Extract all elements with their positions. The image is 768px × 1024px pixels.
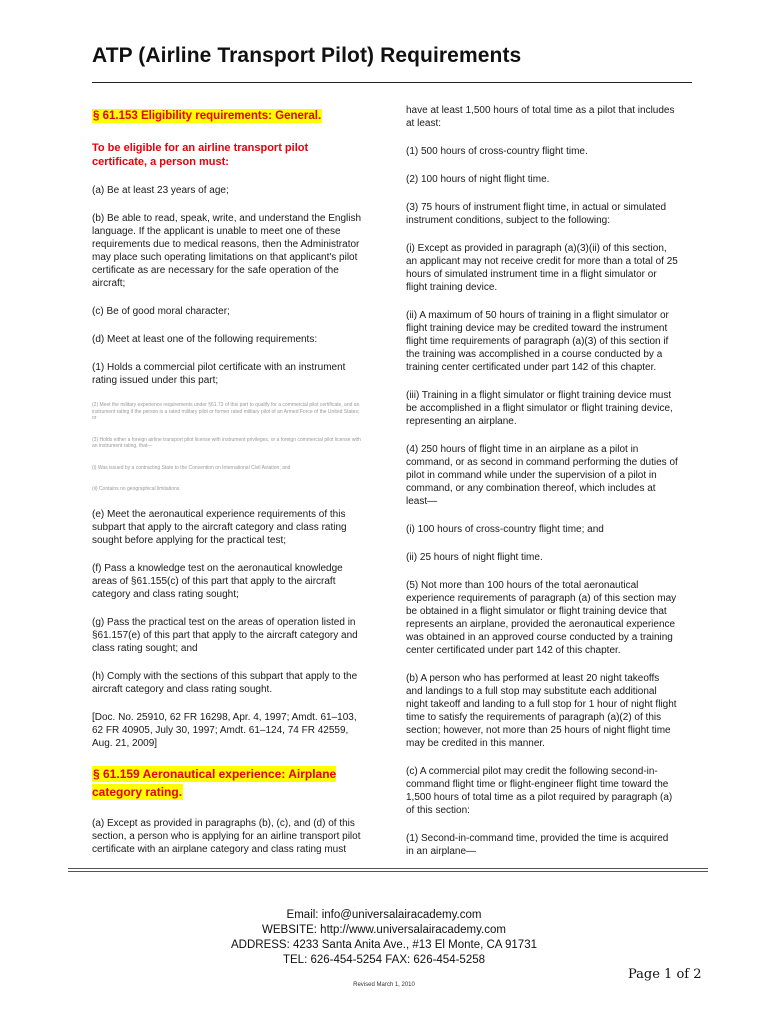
requirement-e: (e) Meet the aeronautical experience requirements of this subpart that apply to the aircraft category and class rating sought before applying for the practical test; [92, 508, 347, 546]
requirement-g: (g) Pass the practical test on the areas of operation listed in §61.157(e) of this part that apply to the aircraft category and class rating sought; and [92, 616, 358, 654]
requirement-c: (c) Be of good moral character; [92, 306, 230, 317]
requirement-d-3-i: (i) Was issued by a contracting State to the Convention on International Civil Aviation; and [92, 464, 291, 471]
footer-website[interactable]: WEBSITE: http://www.universalairacademy.com [262, 924, 506, 936]
requirement-a: (a) Be at least 23 years of age; [92, 185, 229, 196]
requirement-a-5: (5) Not more than 100 hours of the total aeronautical experience requirements of paragraph (a) of this section may be obtained in a flight simulator or flight training device that represents an airplane, provided the aeronautical experience was obtained in an approved course conducted by a training center certificated under part 142 of this chapter. [406, 580, 677, 656]
footer-divider-top [68, 868, 708, 869]
requirement-a-1: (1) 500 hours of cross-country flight time. [406, 146, 588, 157]
requirement-a-2: (2) 100 hours of night flight time. [406, 174, 550, 185]
revised-date: Revised March 1, 2010 [353, 982, 415, 988]
footer-email[interactable]: Email: info@universalairacademy.com [286, 909, 482, 921]
requirement-f: (f) Pass a knowledge test on the aeronautical knowledge areas of §61.155(c) of this part that apply to the aircraft category and class rating sought; [92, 562, 343, 600]
requirement-h: (h) Comply with the sections of this subpart that apply to the aircraft category and class rating sought. [92, 670, 358, 695]
requirement-b-night: (b) A person who has performed at least 20 night takeoffs and landings to a full stop may substitute each additional night takeoff and landing to a full stop for 1 hour of night flight time to satisfy the requirements of paragraph (a)(2) of this section; however, not more than 25 hours of night flight time may be credited in this manner. [406, 673, 677, 749]
eligibility-intro: To be eligible for an airline transport pilot certificate, a person must: [92, 142, 309, 168]
footer-contact [0, 908, 768, 968]
doc-citation: [Doc. No. 25910, 62 FR 16298, Apr. 4, 1997; Amdt. 61–103, 62 FR 40905, July 30, 1997; Amdt. 61–124, 74 FR 42559, Aug. 21, 2009] [92, 711, 357, 749]
requirement-a-4-i: (i) 100 hours of cross-country flight time; and [406, 524, 604, 535]
footer-phone: TEL: 626-454-5254 FAX: 626-454-5258 [282, 954, 486, 966]
requirement-a-4: (4) 250 hours of flight time in an airplane as a pilot in command, or as second in command performing the duties of pilot in command while under the supervision of a pilot in command, or any combination thereof, which includes at least— [406, 444, 678, 507]
requirement-d: (d) Meet at least one of the following requirements: [92, 334, 318, 345]
requirement-d-3: (3) Holds either a foreign airline transport pilot license with instrument privileges, or a foreign commercial pilot license with an instrument rating, that— [92, 436, 361, 449]
total-time-requirement: have at least 1,500 hours of total time as a pilot that includes at least: [406, 105, 675, 129]
section-heading-61-159: § 61.159 Aeronautical experience: Airplane category rating. [92, 766, 337, 799]
requirement-d-3-ii: (ii) Contains no geographical limitations. [92, 486, 181, 492]
requirement-a-3-ii: (ii) A maximum of 50 hours of training in a flight simulator or flight training device may be credited toward the instrument flight time requirements of paragraph (a)(3) of this section if the training was accomplished in a course conducted by a training center certificated under part 142 of this chapter. [406, 310, 669, 373]
requirement-c-1: (1) Second-in-command time, provided the time is acquired in an airplane— [406, 833, 669, 857]
requirement-c-commercial: (c) A commercial pilot may credit the following second-in-command flight time or flight-engineer flight time toward the 1,500 hours of total time as a pilot required by paragraph (a) of this section: [406, 766, 673, 816]
page-number: Page 1 of 2 [628, 967, 702, 982]
left-column [92, 100, 362, 871]
footer-address: ADDRESS: 4233 Santa Anita Ave., #13 El Monte, CA 91731 [230, 939, 537, 951]
requirement-d-2: (2) Meet the military experience requirements under §61.73 of this part to qualify for a commercial pilot certificate, and an instrument rating if the person is a rated military pilot or former rated military pilot of an Armed Force of the United States; or [92, 402, 360, 421]
requirement-a-3-iii: (iii) Training in a flight simulator or flight training device must be accomplished in a flight simulator or flight training device, representing an airplane. [406, 390, 673, 427]
section-heading-61-153: § 61.153 Eligibility requirements: General. [93, 110, 322, 122]
section-61-153 [92, 108, 362, 125]
right-column [406, 104, 678, 873]
requirement-d-1: (1) Holds a commercial pilot certificate with an instrument rating issued under this part; [92, 362, 346, 386]
page-title: ATP (Airline Transport Pilot) Requirements [92, 44, 522, 67]
footer-divider-bottom [68, 871, 708, 872]
title-divider [92, 82, 692, 83]
requirement-a-3: (3) 75 hours of instrument flight time, in actual or simulated instrument conditions, subject to the following: [406, 202, 667, 226]
requirement-a-3-i: (i) Except as provided in paragraph (a)(3)(ii) of this section, an applicant may not receive credit for more than a total of 25 hours of simulated instrument time in a flight simulator or flight training device. [406, 243, 678, 293]
requirement-b: (b) Be able to read, speak, write, and understand the English language. If the applicant is unable to meet one of these requirements due to medical reasons, then the Administrator may place such operating limitations on that applicant's pilot certificate as are necessary for the safe operation of the aircraft; [92, 213, 362, 289]
section-61-159 [92, 765, 362, 801]
section-61-159-a: (a) Except as provided in paragraphs (b), (c), and (d) of this section, a person who is applying for an airline transport pilot certificate with an airplane category and class rating must [92, 817, 361, 855]
requirement-a-4-ii: (ii) 25 hours of night flight time. [406, 552, 543, 563]
